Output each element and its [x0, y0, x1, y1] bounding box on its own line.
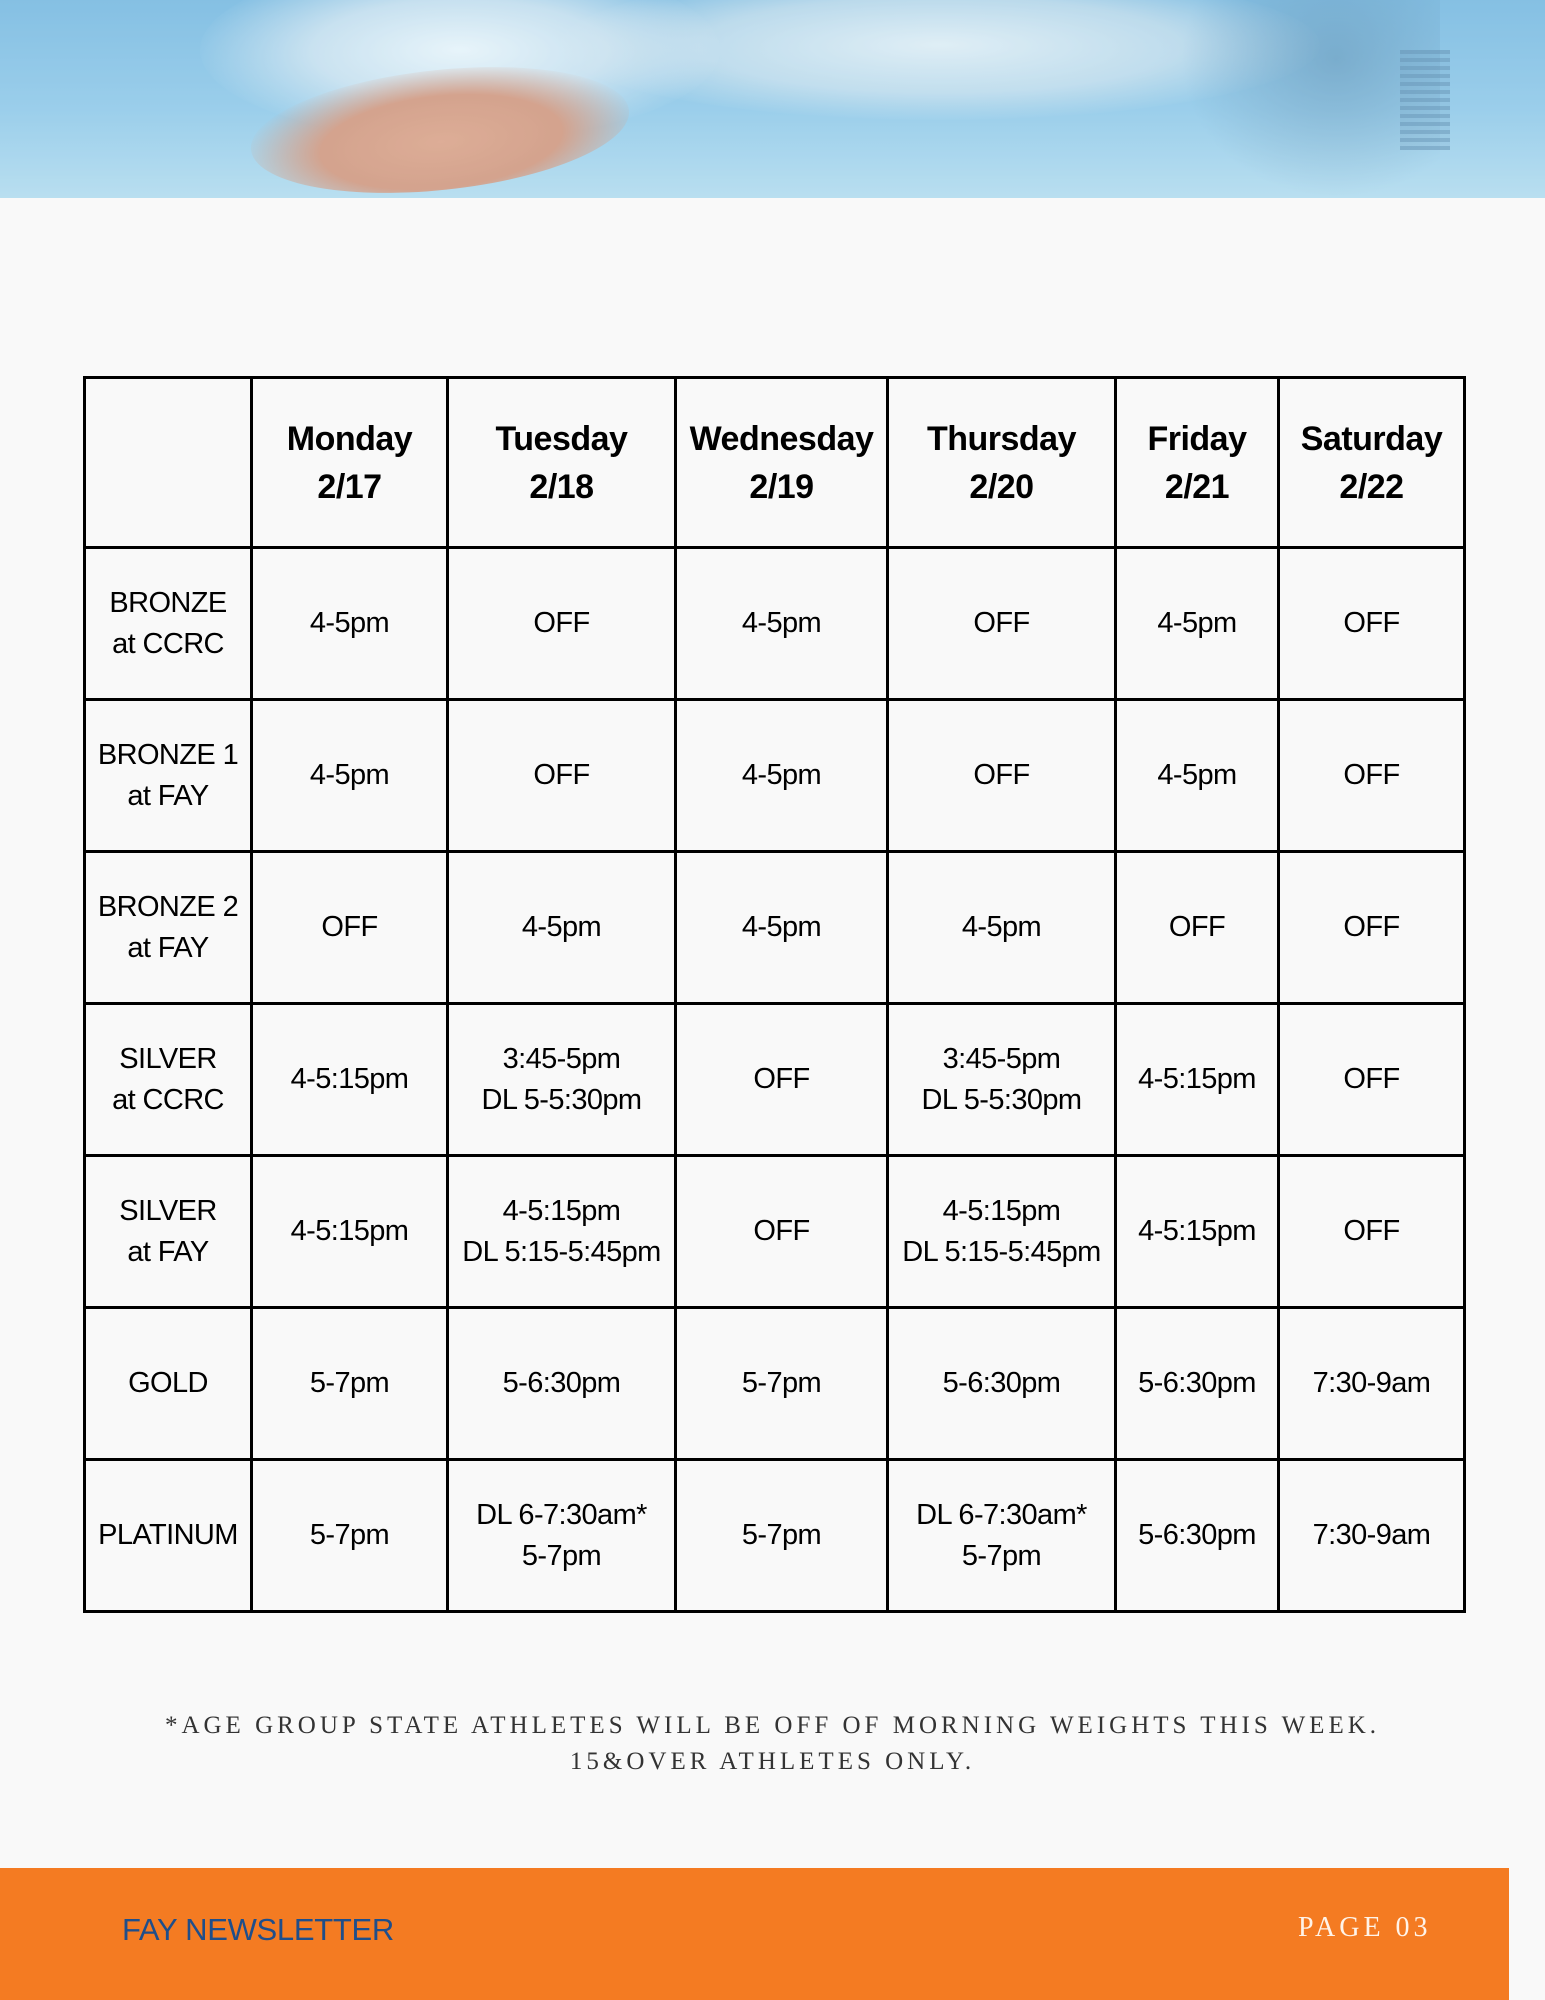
time-slot: OFF — [533, 759, 590, 791]
time-slot: 5-6:30pm — [502, 1367, 621, 1399]
time-slot: 4-5pm — [521, 911, 602, 943]
day-date: 2/22 — [1339, 467, 1404, 506]
page-number: PAGE 03 — [1298, 1912, 1432, 1943]
day-header-wednesday — [676, 378, 888, 548]
group-location: at CCRC — [112, 1083, 224, 1116]
schedule-cell — [252, 1460, 448, 1612]
schedule-cell — [888, 700, 1116, 852]
time-slot: 4-5pm — [741, 607, 822, 639]
group-label — [85, 1004, 252, 1156]
time-slot: DL 5:15-5:45pm — [462, 1235, 661, 1268]
time-slot: 3:45-5pm — [942, 1042, 1061, 1075]
time-slot: 4-5pm — [961, 911, 1042, 943]
group-location: at CCRC — [112, 627, 224, 660]
group-name: BRONZE 1 — [97, 738, 239, 771]
newsletter-title: FAY NEWSLETTER — [122, 1912, 394, 1947]
time-slot: OFF — [973, 607, 1030, 639]
schedule-cell — [676, 548, 888, 700]
time-slot: 7:30-9am — [1312, 1367, 1431, 1399]
time-slot: DL 5:15-5:45pm — [902, 1235, 1101, 1268]
schedule-cell — [1116, 548, 1279, 700]
time-slot: DL 5-5:30pm — [481, 1083, 642, 1116]
day-date: 2/20 — [969, 467, 1034, 506]
time-slot: OFF — [1343, 911, 1400, 943]
schedule-header-row — [85, 378, 1465, 548]
day-name: Tuesday — [495, 419, 628, 458]
table-row — [85, 1004, 1465, 1156]
time-slot: 4-5:15pm — [1138, 1063, 1256, 1095]
group-label — [85, 1156, 252, 1308]
group-label — [85, 852, 252, 1004]
schedule-cell — [1279, 700, 1465, 852]
time-slot: OFF — [321, 911, 378, 943]
time-slot: DL 5-5:30pm — [921, 1083, 1082, 1116]
group-label — [85, 1460, 252, 1612]
time-slot: OFF — [1168, 911, 1226, 943]
footnote-line-1: *AGE GROUP STATE ATHLETES WILL BE OFF OF MORNING WEIGHTS THIS WEEK. — [164, 1712, 1381, 1739]
time-slot: 4-5:15pm — [942, 1194, 1061, 1227]
group-label — [85, 700, 252, 852]
day-header-monday — [252, 378, 448, 548]
schedule-cell — [448, 1004, 676, 1156]
time-slot: 5-7pm — [309, 1519, 390, 1551]
time-slot: DL 6-7:30am* — [476, 1498, 647, 1531]
schedule-cell — [676, 852, 888, 1004]
schedule-cell — [888, 852, 1116, 1004]
time-slot: 3:45-5pm — [502, 1042, 621, 1075]
group-name: BRONZE 2 — [97, 890, 239, 923]
time-slot: 5-6:30pm — [1138, 1367, 1256, 1399]
schedule-cell — [1279, 548, 1465, 700]
day-date: 2/18 — [529, 467, 594, 506]
time-slot: 4-5:15pm — [290, 1063, 409, 1095]
group-location: at FAY — [127, 779, 209, 812]
schedule-cell — [888, 548, 1116, 700]
group-name: SILVER — [119, 1194, 217, 1227]
day-name: Wednesday — [689, 419, 874, 458]
time-slot: 7:30-9am — [1312, 1519, 1431, 1551]
time-slot: 4-5:15pm — [502, 1194, 621, 1227]
schedule-cell — [252, 548, 448, 700]
time-slot: 4-5pm — [1157, 759, 1237, 791]
time-slot: OFF — [1343, 607, 1400, 639]
time-slot: 4-5:15pm — [1138, 1215, 1256, 1247]
schedule-cell — [252, 700, 448, 852]
schedule-cell — [1116, 1460, 1279, 1612]
schedule-cell — [252, 1004, 448, 1156]
time-slot: OFF — [533, 607, 590, 639]
footnote — [0, 1708, 1545, 1780]
schedule-cell — [448, 548, 676, 700]
table-row — [85, 548, 1465, 700]
schedule-cell — [252, 1308, 448, 1460]
day-date: 2/21 — [1164, 467, 1230, 506]
day-header-thursday — [888, 378, 1116, 548]
time-slot: DL 6-7:30am* — [916, 1498, 1087, 1531]
time-slot: OFF — [753, 1063, 810, 1095]
schedule-cell — [1279, 852, 1465, 1004]
time-slot: 4-5pm — [309, 607, 390, 639]
time-slot: 5-7pm — [521, 1539, 602, 1572]
schedule-cell — [448, 1308, 676, 1460]
schedule-cell — [448, 852, 676, 1004]
day-header-friday — [1116, 378, 1279, 548]
schedule-cell — [252, 1156, 448, 1308]
group-label — [85, 548, 252, 700]
time-slot: 4-5pm — [741, 759, 822, 791]
schedule-cell — [676, 1308, 888, 1460]
time-slot: OFF — [1343, 759, 1400, 791]
schedule-cell — [1116, 1004, 1279, 1156]
schedule-cell — [1116, 700, 1279, 852]
schedule-cell — [1279, 1156, 1465, 1308]
time-slot: 5-6:30pm — [942, 1367, 1061, 1399]
group-name: GOLD — [128, 1367, 208, 1399]
schedule-cell — [888, 1004, 1116, 1156]
time-slot: 5-6:30pm — [1138, 1519, 1256, 1551]
time-slot: 5-7pm — [309, 1367, 390, 1399]
time-slot: OFF — [1343, 1215, 1400, 1247]
time-slot: 4-5pm — [1157, 607, 1237, 639]
group-location: at FAY — [127, 1235, 209, 1268]
schedule-cell — [676, 1460, 888, 1612]
schedule-cell — [252, 852, 448, 1004]
day-name: Monday — [286, 419, 413, 458]
time-slot: 5-7pm — [741, 1519, 822, 1551]
schedule-cell — [1116, 1308, 1279, 1460]
table-row — [85, 700, 1465, 852]
time-slot: OFF — [1343, 1063, 1400, 1095]
schedule-cell — [676, 1004, 888, 1156]
table-row — [85, 1156, 1465, 1308]
schedule-cell — [676, 1156, 888, 1308]
day-name: Thursday — [926, 419, 1077, 458]
header-photo-swimmer — [0, 0, 1545, 198]
schedule-cell — [676, 700, 888, 852]
schedule-cell — [1279, 1004, 1465, 1156]
day-name: Saturday — [1300, 419, 1443, 458]
schedule-cell — [448, 1460, 676, 1612]
table-row — [85, 1308, 1465, 1460]
day-date: 2/17 — [317, 467, 382, 506]
table-row — [85, 1460, 1465, 1612]
table-row — [85, 852, 1465, 1004]
day-name: Friday — [1147, 419, 1247, 458]
day-header-tuesday — [448, 378, 676, 548]
time-slot: OFF — [973, 759, 1030, 791]
group-location: at FAY — [127, 931, 209, 964]
day-header-saturday — [1279, 378, 1465, 548]
group-name: BRONZE — [109, 586, 227, 619]
corner-cell — [85, 378, 252, 548]
time-slot: 4-5:15pm — [290, 1215, 409, 1247]
schedule-cell — [448, 700, 676, 852]
schedule-cell — [1116, 1156, 1279, 1308]
time-slot: 4-5pm — [309, 759, 390, 791]
practice-schedule-table — [83, 376, 1466, 1613]
time-slot: 5-7pm — [741, 1367, 822, 1399]
time-slot: OFF — [753, 1215, 810, 1247]
schedule-cell — [1279, 1460, 1465, 1612]
schedule-cell — [888, 1156, 1116, 1308]
schedule-cell — [1279, 1308, 1465, 1460]
group-name: PLATINUM — [98, 1519, 238, 1551]
footnote-line-2: 15&OVER ATHLETES ONLY. — [569, 1748, 976, 1775]
time-slot: 4-5pm — [741, 911, 822, 943]
schedule-cell — [888, 1460, 1116, 1612]
schedule-cell — [448, 1156, 676, 1308]
schedule-cell — [888, 1308, 1116, 1460]
day-date: 2/19 — [749, 467, 814, 506]
time-slot: 5-7pm — [961, 1539, 1042, 1572]
group-name: SILVER — [119, 1042, 217, 1075]
group-label — [85, 1308, 252, 1460]
schedule-cell — [1116, 852, 1279, 1004]
